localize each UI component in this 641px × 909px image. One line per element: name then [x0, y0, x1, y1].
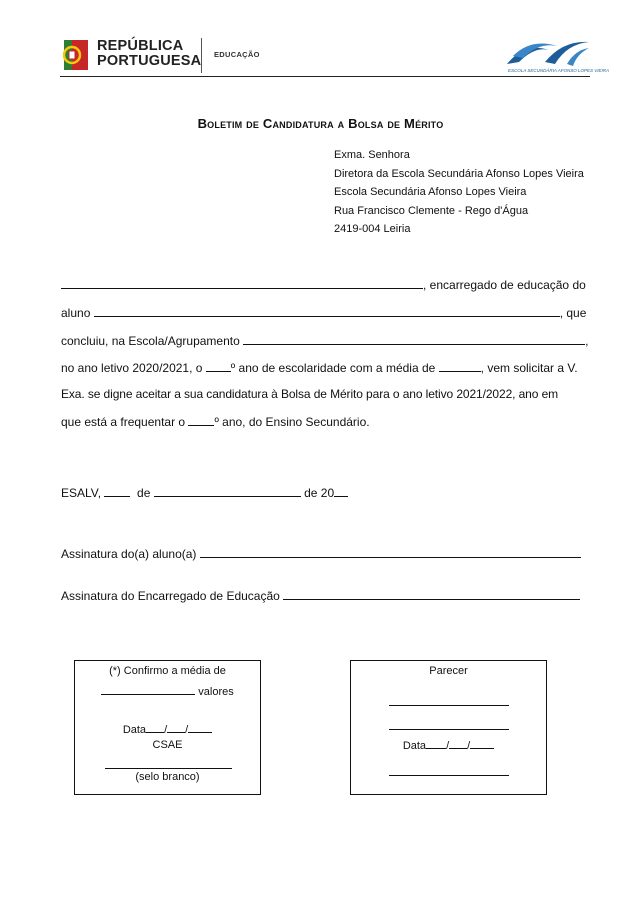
addressee-line: Diretora da Escola Secundária Afonso Lopes Vieira: [334, 168, 584, 180]
school-caption: ESCOLA SECUNDÁRIA AFONSO LOPES VIEIRA: [508, 68, 610, 73]
header-rule: [60, 76, 590, 77]
service-label: CSAE: [152, 739, 183, 751]
body-line-5: Exa. se digne aceitar a sua candidatura à Bolsa de Mérito para o ano letivo 2021/2022, ano em: [61, 387, 559, 401]
opinion-rule[interactable]: [389, 729, 509, 730]
department-label: EDUCAÇÃO: [214, 50, 260, 59]
guardian-signature-field[interactable]: [283, 588, 580, 600]
grade-year-field[interactable]: [206, 360, 231, 372]
header-separator: [201, 38, 202, 73]
opinion-signature-rule[interactable]: [389, 775, 509, 776]
guardian-name-field[interactable]: [61, 277, 423, 289]
body-line-1: , encarregado de educação do: [61, 277, 588, 292]
day-field[interactable]: [104, 485, 130, 497]
average-field[interactable]: [439, 360, 481, 372]
addressee-line: 2419-004 Leiria: [334, 223, 411, 235]
year-field[interactable]: [334, 485, 348, 497]
box-date-line: Data / /: [75, 721, 260, 736]
school-name-field[interactable]: [243, 333, 585, 345]
current-year-field[interactable]: [188, 414, 214, 426]
seal-signature-rule[interactable]: [105, 768, 232, 769]
opinion-rule[interactable]: [389, 705, 509, 706]
body-line-4: no ano letivo 2020/2021, o º ano de escolaridade com a média de , vem solicitar a V.: [61, 361, 578, 375]
gov-line-2: PORTUGUESA: [97, 53, 202, 69]
body-line-6: que está a frequentar o º ano, do Ensino Secundário.: [61, 415, 370, 429]
confirmed-average-field[interactable]: [101, 683, 195, 695]
body-line-3: concluiu, na Escola/Agrupamento ,: [61, 334, 589, 348]
month-field[interactable]: [154, 485, 301, 497]
box-year-field[interactable]: [188, 721, 212, 733]
opinion-date-line: Data / /: [351, 737, 546, 752]
opinion-month-field[interactable]: [449, 737, 467, 749]
student-signature-field[interactable]: [200, 546, 581, 558]
republica-portuguesa-emblem: [60, 36, 92, 76]
addressee-line: Rua Francisco Clemente - Rego d'Água: [334, 205, 529, 217]
school-logo: [505, 36, 591, 68]
seal-label: (selo branco): [135, 771, 200, 783]
average-confirmation-box: [74, 660, 261, 795]
addressee-line: Escola Secundária Afonso Lopes Vieira: [334, 186, 527, 198]
gov-line-1: REPÚBLICA: [97, 38, 184, 54]
document-title: Boletim de Candidatura a Bolsa de Mérito: [197, 116, 444, 131]
opinion-year-field[interactable]: [470, 737, 494, 749]
values-line: valores: [75, 683, 260, 698]
addressee-line: Exma. Senhora: [334, 149, 410, 161]
student-signature-line: Assinatura do(a) aluno(a): [61, 546, 588, 561]
opinion-title: Parecer: [429, 665, 468, 677]
confirm-text: (*) Confirmo a média de: [109, 665, 226, 677]
box-month-field[interactable]: [167, 721, 185, 733]
guardian-signature-line: Assinatura do Encarregado de Educação: [61, 588, 588, 603]
box-day-field[interactable]: [146, 721, 164, 733]
date-line: ESALV, de de 20: [61, 485, 588, 500]
gov-name: [97, 39, 201, 69]
body-line-2: aluno , que: [61, 306, 587, 320]
opinion-day-field[interactable]: [426, 737, 446, 749]
opinion-box: [350, 660, 547, 795]
student-name-field[interactable]: [94, 305, 560, 317]
